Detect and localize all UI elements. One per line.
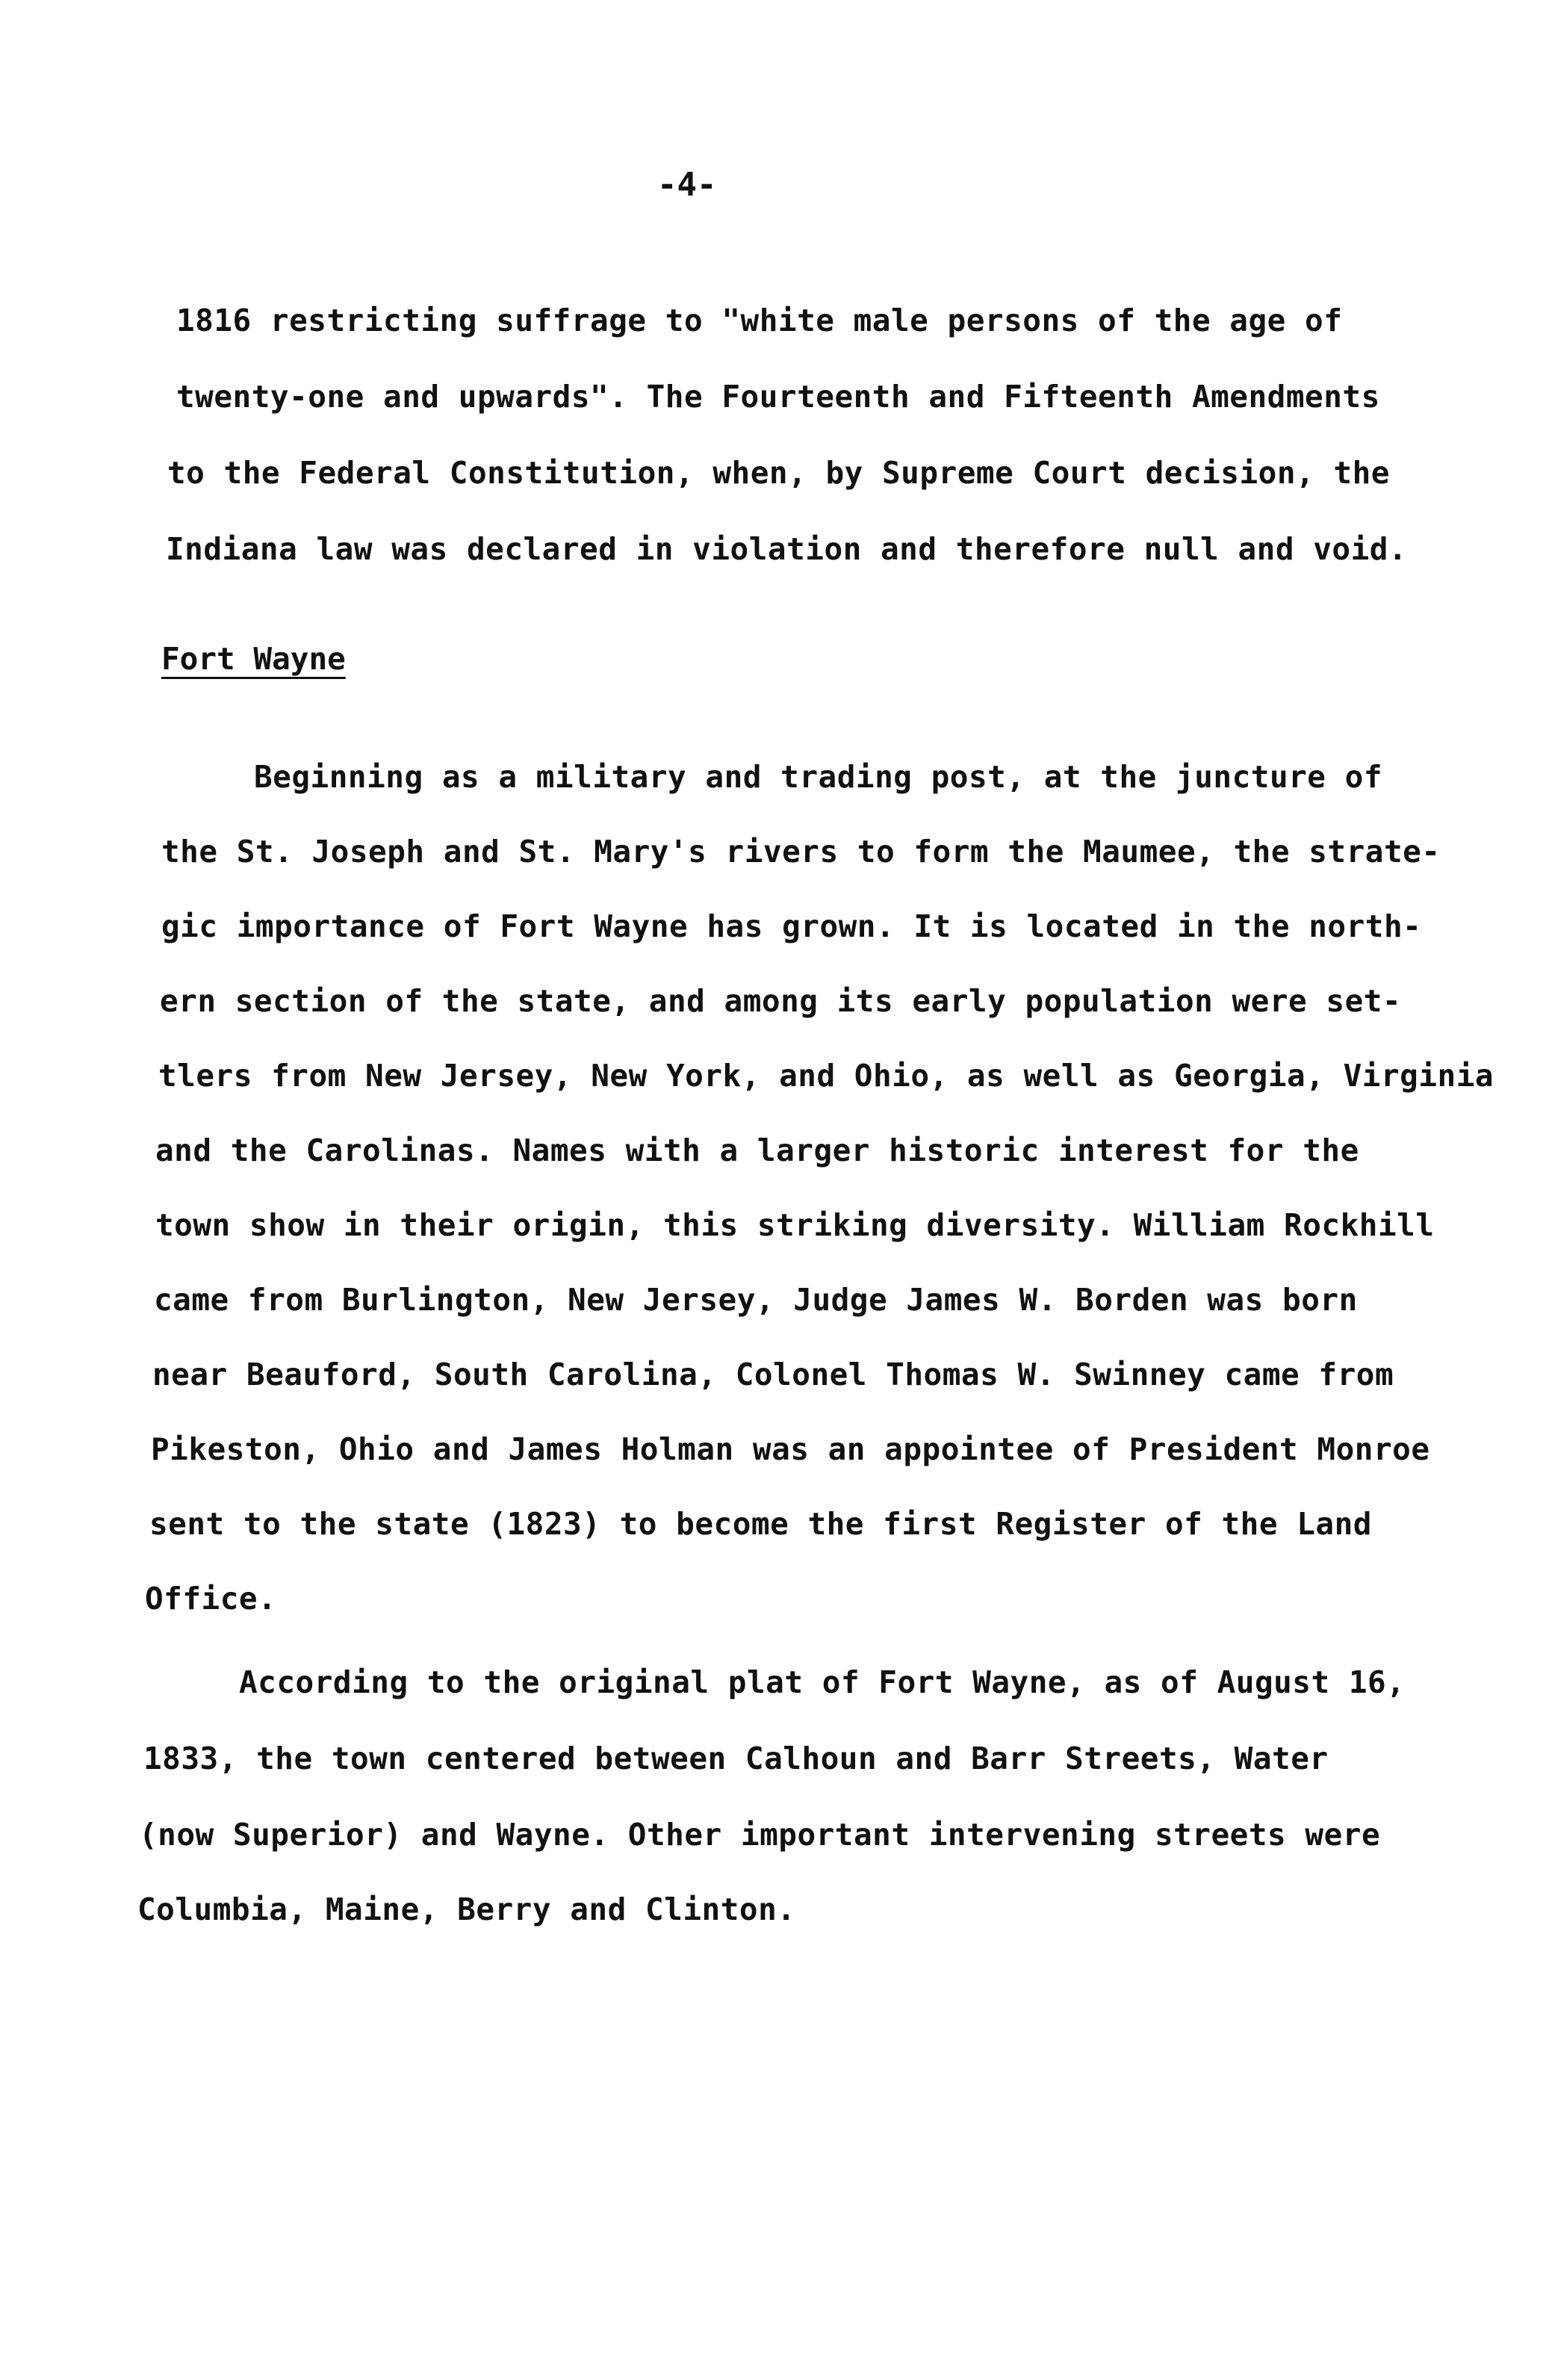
- text-line: to the Federal Constitution, when, by Supreme Court decision, the: [167, 455, 1390, 491]
- text-line: and the Carolinas. Names with a larger historic interest for the: [155, 1132, 1359, 1168]
- text-line: twenty-one and upwards". The Fourteenth and Fifteenth Amendments: [176, 379, 1380, 415]
- text-line: Indiana law was declared in violation and therefore null and void.: [166, 531, 1408, 567]
- text-line: sent to the state (1823) to become the first Register of the Land: [149, 1506, 1372, 1542]
- text-line: town show in their origin, this striking diversity. William Rockhill: [155, 1207, 1435, 1243]
- text-line: Office.: [145, 1581, 277, 1617]
- text-line: (now Superior) and Wayne. Other important intervening streets were: [139, 1817, 1381, 1853]
- text-line: According to the original plat of Fort Wayne, as of August 16,: [239, 1664, 1406, 1700]
- text-line: Beginning as a military and trading post, at the juncture of: [254, 759, 1383, 795]
- text-line: 1816 restricting suffrage to "white male persons of the age of: [176, 303, 1343, 338]
- section-heading: Fort Wayne: [161, 641, 346, 677]
- text-line: tlers from New Jersey, New York, and Ohio, as well as Georgia, Virginia: [158, 1058, 1494, 1094]
- text-line: 1833, the town centered between Calhoun and Barr Streets, Water: [143, 1741, 1329, 1776]
- page-number: -4-: [657, 166, 717, 204]
- text-line: gic importance of Fort Wayne has grown. It is located in the north-: [161, 908, 1422, 944]
- text-line: Pikeston, Ohio and James Holman was an appointee of President Monroe: [151, 1431, 1430, 1467]
- text-line: near Beauford, South Carolina, Colonel Thomas W. Swinney came from: [152, 1357, 1394, 1392]
- text-line: ern section of the state, and among its early population were set-: [160, 983, 1402, 1019]
- text-line: Columbia, Maine, Berry and Clinton.: [137, 1891, 796, 1927]
- text-line: came from Burlington, New Jersey, Judge James W. Borden was born: [154, 1282, 1358, 1318]
- text-line: the St. Joseph and St. Mary's rivers to form the Maumee, the strate-: [161, 834, 1441, 870]
